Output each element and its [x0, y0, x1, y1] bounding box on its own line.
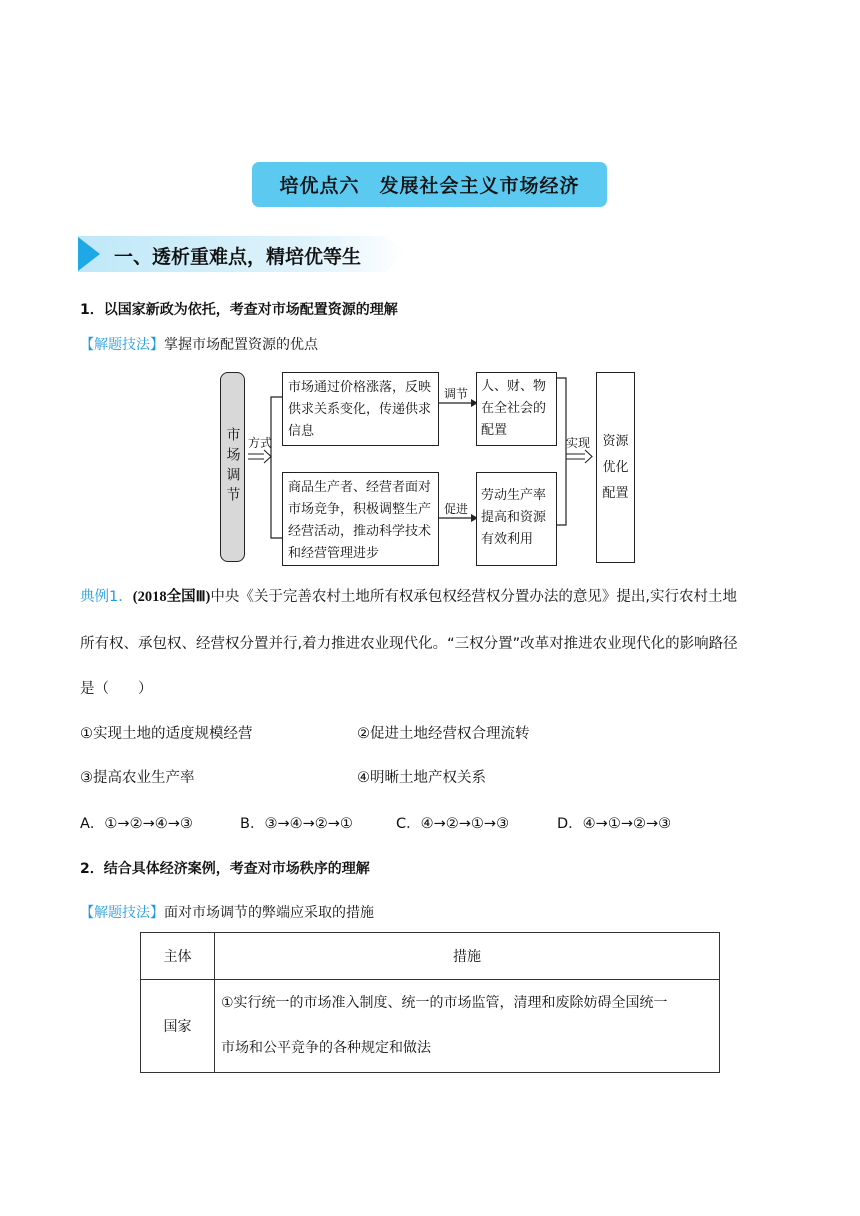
- table-cell-measures: [215, 980, 720, 1073]
- page-title: 培优点六 发展社会主义市场经济: [252, 162, 607, 207]
- section-heading: [78, 236, 408, 272]
- market-regulation-label: 市场调节: [224, 427, 241, 507]
- example-1-line-3: 是（ ）: [80, 681, 153, 697]
- table-row: [141, 980, 720, 1073]
- promote-label: 促进: [444, 502, 469, 516]
- market-allocation-diagram: [220, 370, 640, 566]
- triangle-marker-icon: [78, 237, 100, 271]
- measure-line-2: 市场和公平竞争的各种规定和做法: [221, 1040, 431, 1056]
- table-header-row: [141, 933, 720, 980]
- mode-label: 方式: [248, 436, 273, 450]
- table-header-subject: 主体: [141, 933, 215, 980]
- competition-box: 商品生产者、经营者面对市场竞争，积极调整生产经营活动，推动科学技术和经营管理进步: [282, 472, 439, 566]
- table-cell-subject: 国家: [141, 980, 215, 1073]
- question-2-title: 2．结合具体经济案例，考查对市场秩序的理解: [80, 861, 370, 877]
- example-item-1: ①实现土地的适度规模经营: [80, 726, 253, 742]
- question-1-title: 1．以国家新政为依托，考查对市场配置资源的理解: [80, 302, 398, 318]
- option-d: D．④→①→②→③: [557, 816, 672, 832]
- price-signal-box: 市场通过价格涨落，反映供求关系变化，传递供求信息: [282, 372, 439, 446]
- example-item-4: ④明晰土地产权关系: [357, 770, 486, 786]
- option-c: C．④→②→①→③: [396, 816, 510, 832]
- allocation-box: 人、财、物在全社会的配置: [476, 372, 557, 446]
- example-label: 典例1．: [80, 589, 133, 605]
- technique-text: 面对市场调节的弊端应采取的措施: [164, 905, 374, 921]
- example-1-line-2: 所有权、承包权、经营权分置并行,着力推进农业现代化。“三权分置”改革对推进农业现代化的影响路径: [80, 636, 738, 652]
- technique-tag: 【解题技法】: [80, 337, 164, 353]
- question-1-technique: [80, 334, 318, 354]
- technique-tag: 【解题技法】: [80, 905, 164, 921]
- example-stem-1: 中央《关于完善农村土地所有权承包权经营权分置办法的意见》提出,实行农村土地: [210, 589, 737, 605]
- example-item-2: ②促进土地经营权合理流转: [357, 726, 530, 742]
- example-1-line-1: [80, 585, 737, 606]
- option-a: A．①→②→④→③: [80, 816, 193, 832]
- market-regulation-box: [220, 372, 245, 562]
- question-2-technique: [80, 902, 374, 922]
- example-item-3: ③提高农业生产率: [80, 770, 195, 786]
- table-header-measures: 措施: [215, 933, 720, 980]
- section-heading-text: 一、透析重难点，精培优等生: [114, 246, 362, 268]
- optimal-allocation-label: 资源优化配置: [602, 433, 629, 501]
- measure-line-1: ①实行统一的市场准入制度、统一的市场监管，清理和废除妨碍全国统一: [221, 995, 668, 1011]
- productivity-box: 劳动生产率提高和资源有效利用: [476, 472, 557, 566]
- example-source: (2018全国Ⅲ): [132, 589, 211, 605]
- regulate-label: 调节: [444, 387, 469, 401]
- technique-text: 掌握市场配置资源的优点: [164, 337, 318, 353]
- optimal-allocation-box: [596, 372, 635, 563]
- realize-label: 实现: [566, 436, 591, 450]
- measures-table: [140, 932, 720, 1073]
- option-b: B．③→④→②→①: [240, 816, 353, 832]
